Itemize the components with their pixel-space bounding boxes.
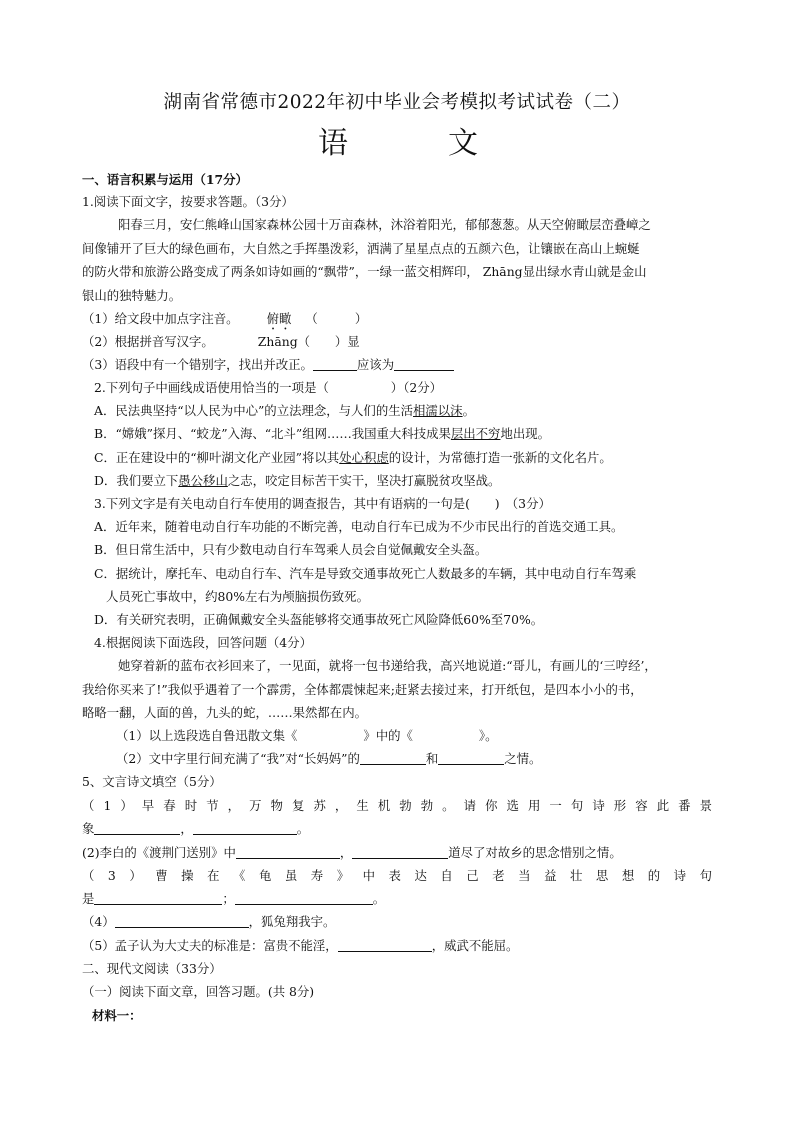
subject-title bbox=[318, 126, 478, 162]
q5-sub1-line: （1）早春时节，万物复苏，生机勃勃。请你选用一句诗形容此番景 bbox=[82, 798, 712, 813]
q2-option-c-text: C．正在建设中的“柳叶湖文化产业园”将以其 bbox=[94, 450, 340, 465]
q1-passage-line-3: 的防火带和旅游公路变成了两条如诗如画的“飘带”，一绿一蓝交相辉印， Zhāng显出绿水青山就是金山 bbox=[82, 264, 647, 279]
q1-sub1-answer-paren[interactable]: （ ） bbox=[305, 311, 368, 326]
q4-passage-line-1: 她穿着新的蓝布衣衫回来了，一见面，就将一包书递给我，高兴地说道:“哥儿，有画儿的‘三哼经’， bbox=[118, 658, 657, 673]
q1-sub3 bbox=[82, 355, 454, 375]
q5-sub4-end: ，狐兔翔我宇。 bbox=[248, 914, 336, 929]
q5-sub1-answer bbox=[82, 819, 309, 839]
q5-sub2-sep: ， bbox=[339, 845, 353, 860]
q5-sub3-answer bbox=[82, 889, 385, 909]
q1-sub3-blank-1[interactable] bbox=[313, 357, 357, 371]
subject-char-1: 语 bbox=[318, 126, 348, 161]
q2-option-d[interactable] bbox=[94, 471, 500, 491]
q1-sub2 bbox=[82, 332, 360, 352]
exam-title: 湖南省常德市2022年初中毕业会考模拟考试试卷（二） bbox=[163, 92, 631, 113]
q3-stem: 3.下列文字是有关电动自行车使用的调查报告，其中有语病的一句是( ) （3分） bbox=[94, 496, 551, 511]
q5-sub3-lead: 是 bbox=[82, 891, 95, 906]
q5-sub4-text: （4） bbox=[82, 914, 115, 929]
q4-passage-line-3: 略略一翻，人面的兽，九头的蛇，……果然都在内。 bbox=[82, 705, 367, 720]
q5-sub4 bbox=[82, 912, 335, 932]
q1-sub2-pinyin[interactable]: Zhāng（ ）显 bbox=[257, 334, 360, 349]
q2-option-b[interactable] bbox=[94, 424, 550, 444]
q5-sub3-sep: ； bbox=[222, 891, 235, 906]
q3-option-b[interactable]: B．但日常生活中，只有少数电动自行车驾乘人员会自觉佩戴安全头盔。 bbox=[94, 542, 488, 557]
section2-heading: 二、现代文阅读（33分） bbox=[82, 961, 222, 976]
q2-option-c[interactable] bbox=[94, 448, 612, 468]
q2-option-d-end: 之志，咬定目标苦干实干，坚决打赢脱贫攻坚战。 bbox=[227, 473, 501, 488]
material-1-label: 材料一： bbox=[92, 1008, 142, 1023]
q2-option-a-idiom: 相濡以沫 bbox=[413, 403, 463, 418]
q2-option-a[interactable] bbox=[94, 401, 475, 421]
q2-option-a-end: 。 bbox=[462, 403, 475, 418]
q5-sub5-blank[interactable] bbox=[338, 938, 432, 952]
q4-sub2-end: 之情。 bbox=[504, 751, 542, 766]
q2-option-d-text: D．我们要立下 bbox=[94, 473, 179, 488]
q4-sub2-text: （2）文中字里行间充满了“我”对“长妈妈”的 bbox=[116, 751, 360, 766]
q1-passage-line-1: 阳春三月，安仁熊峰山国家森林公园十万亩森林，沐浴着阳光，郁郁葱葱。从天空俯瞰层峦叠嶂之 bbox=[118, 217, 651, 232]
q2-option-b-idiom: 层出不穷 bbox=[450, 426, 501, 441]
q2-option-c-idiom: 处心积虑 bbox=[339, 450, 389, 465]
q3-option-c-line-2: 人员死亡事故中，约80%左右为颅脑损伤致死。 bbox=[106, 589, 369, 604]
q2-option-b-text: B．“嫦娥”探月、“蛟龙”入海、“北斗”组网……我国重大科技成果 bbox=[94, 426, 451, 441]
q4-sub2 bbox=[116, 749, 541, 769]
q5-sub1-blank-1[interactable] bbox=[94, 821, 180, 835]
q5-sub2-blank-1[interactable] bbox=[236, 845, 340, 859]
q2-option-a-text: A．民法典坚持“以人民为中心”的立法理念，与人们的生活 bbox=[94, 403, 413, 418]
q5-sub5 bbox=[82, 936, 518, 956]
q1-sub3-connector: 应该为 bbox=[356, 357, 395, 372]
q1-stem: 1.阅读下面文字，按要求答题。（3分） bbox=[82, 194, 294, 209]
q5-stem: 5、文言诗文填空（5分） bbox=[82, 774, 222, 789]
q4-stem: 4.根据阅读下面选段，回答问题（4分） bbox=[94, 635, 312, 650]
q1-passage-line-2: 间像铺开了巨大的绿色画布，大自然之手挥墨泼彩，洒满了星星点点的五颜六色，让镶嵌在高山上蜿蜒 bbox=[82, 241, 640, 256]
q5-sub1-lead: 象 bbox=[82, 821, 95, 836]
q3-option-c-line-1[interactable]: C．据统计，摩托车、电动自行车、汽车是导致交通事故死亡人数最多的车辆，其中电动自行车驾乘 bbox=[94, 566, 637, 581]
q5-sub1-blank-2[interactable] bbox=[193, 821, 297, 835]
q3-option-d[interactable]: D．有关研究表明，正确佩戴安全头盔能够将交通事故死亡风险降低60%至70%。 bbox=[94, 612, 544, 627]
q1-sub3-blank-2[interactable] bbox=[394, 357, 454, 371]
q5-sub4-blank[interactable] bbox=[115, 914, 249, 928]
q5-sub1-sep: ， bbox=[180, 821, 193, 836]
q2-option-b-end: 地出现。 bbox=[500, 426, 551, 441]
q1-passage-line-4: 银山的独特魅力。 bbox=[82, 288, 182, 303]
q4-sub2-blank-2[interactable] bbox=[438, 751, 504, 765]
q4-sub1 bbox=[116, 726, 498, 746]
q5-sub1-end: 。 bbox=[296, 821, 310, 836]
q4-sub2-blank-1[interactable] bbox=[360, 751, 426, 765]
q1-sub3-text: （3）语段中有一个错别字，找出并改正。 bbox=[82, 357, 313, 372]
section2-part1: （一）阅读下面文章，回答习题。(共 8分) bbox=[82, 984, 315, 999]
q5-sub5-end: ，威武不能屈。 bbox=[431, 938, 519, 953]
q5-sub5-text: （5）孟子认为大丈夫的标准是：富贵不能淫， bbox=[82, 938, 338, 953]
q5-sub2-text: (2)李白的《渡荆门送别》中 bbox=[82, 845, 236, 860]
q1-sub1-word: 俯瞰 bbox=[266, 311, 292, 326]
q4-sub2-mid: 和 bbox=[425, 751, 439, 766]
q2-option-d-idiom: 愚公移山 bbox=[178, 473, 228, 488]
q2-option-c-end: 的设计，为常德打造一张新的文化名片。 bbox=[388, 450, 612, 465]
q2-stem: 2.下列句子中画线成语使用恰当的一项是（ ）（2分） bbox=[94, 380, 443, 395]
q3-option-a[interactable]: A．近年来，随着电动自行车功能的不断完善，电动自行车已成为不少市民出行的首选交通工具。 bbox=[94, 519, 624, 534]
q5-sub3-blank-1[interactable] bbox=[94, 891, 222, 905]
q5-sub2-blank-2[interactable] bbox=[352, 845, 448, 859]
q5-sub3-blank-2[interactable] bbox=[235, 891, 373, 905]
q4-sub1-mid: 》中的《 bbox=[363, 728, 413, 743]
q4-passage-line-2: 我给你买来了!”我似乎遇着了一个霹雳，全体都震悚起来;赶紧去接过来，打开纸包，是四本小小的书， bbox=[82, 682, 643, 697]
q5-sub2 bbox=[82, 843, 622, 863]
q1-sub1 bbox=[82, 309, 367, 333]
q5-sub2-end: 道尽了对故乡的思念惜别之情。 bbox=[448, 845, 622, 860]
section1-heading: 一、语言积累与运用（17分） bbox=[82, 172, 248, 187]
q4-sub1-end: 》。 bbox=[478, 728, 498, 743]
subject-char-2: 文 bbox=[448, 126, 478, 161]
q1-sub2-text: （2）根据拼音写汉字。 bbox=[82, 334, 214, 349]
q4-sub1-text: （1）以上选段选自鲁迅散文集《 bbox=[116, 728, 298, 743]
q1-sub1-text: （1）给文段中加点字注音。 bbox=[82, 311, 239, 326]
q5-sub3-line: （3）曹操在《龟虽寿》中表达自己老当益壮思想的诗句 bbox=[82, 868, 712, 883]
q5-sub3-end: 。 bbox=[372, 891, 386, 906]
